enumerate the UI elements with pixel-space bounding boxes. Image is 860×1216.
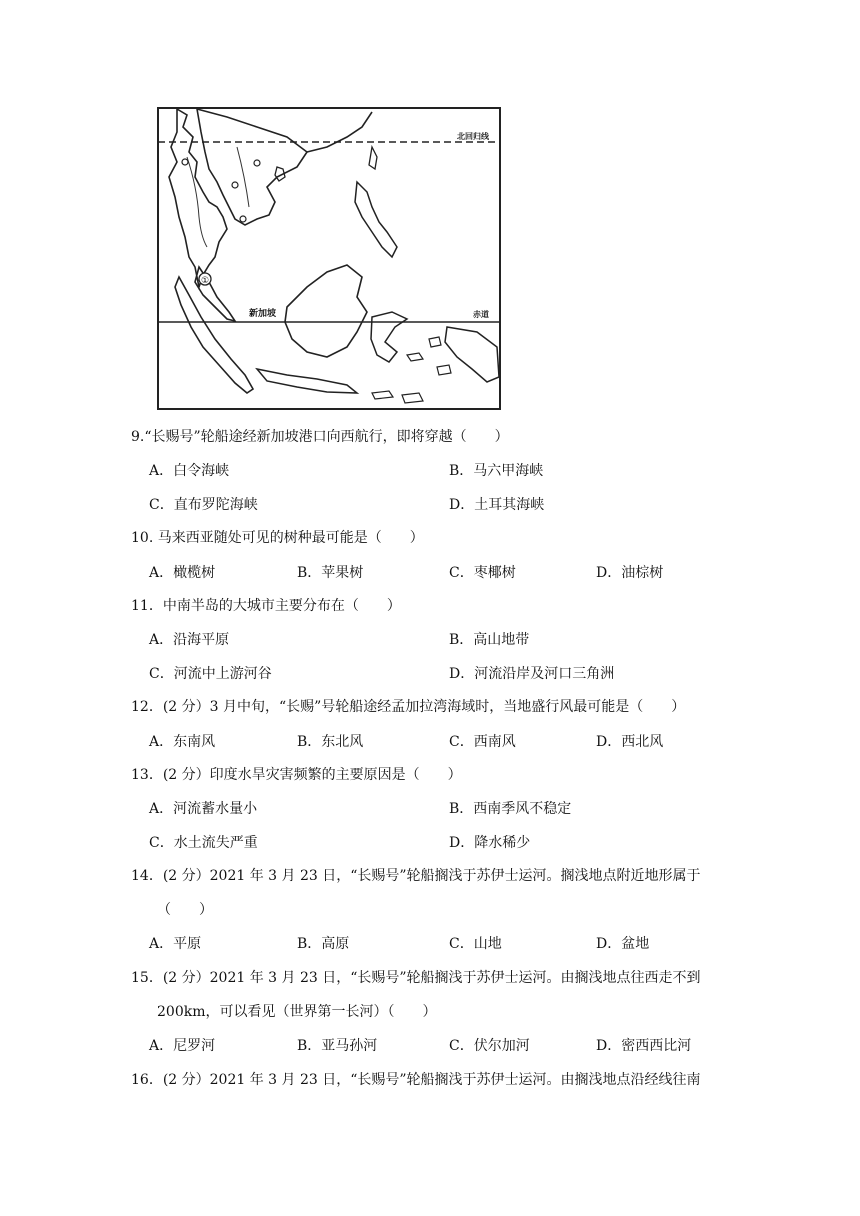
question-15-continuation: 200km，可以看见（世界第一长河）（ ）: [157, 1004, 437, 1020]
q9-option-c[interactable]: C．直布罗陀海峡: [149, 497, 258, 513]
q9-option-b[interactable]: B．马六甲海峡: [449, 463, 544, 479]
q10-option-b[interactable]: B．苹果树: [297, 565, 364, 581]
q14-option-a[interactable]: A．平原: [149, 936, 202, 952]
q10-option-c[interactable]: C．枣椰树: [449, 565, 516, 581]
question-16: 16．(2 分）2021 年 3 月 23 日，“长赐号”轮船搁浅于苏伊士运河。由搁浅地点沿经线往南: [131, 1072, 701, 1088]
q9-option-a[interactable]: A．白令海峡: [149, 463, 230, 479]
q13-option-d[interactable]: D．降水稀少: [449, 835, 531, 851]
question-10: 10. 马来西亚随处可见的树种最可能是（ ）: [131, 530, 424, 546]
singapore-label: 新加坡: [249, 308, 277, 318]
equator-label: 赤道: [473, 310, 489, 319]
q14-option-d[interactable]: D．盆地: [596, 936, 650, 952]
q15-option-d[interactable]: D．密西西比河: [596, 1038, 692, 1054]
question-12: 12．(2 分）3 月中旬，“长赐”号轮船途经孟加拉湾海域时，当地盛行风最可能是（ ）: [131, 699, 686, 715]
question-15: 15．(2 分）2021 年 3 月 23 日，“长赐号”轮船搁浅于苏伊士运河。由搁浅地点往西走不到: [131, 970, 701, 986]
strait-marker: ①: [201, 276, 210, 286]
q12-option-a[interactable]: A．东南风: [149, 734, 216, 750]
q10-option-d[interactable]: D．油棕树: [596, 565, 664, 581]
question-14: 14．(2 分）2021 年 3 月 23 日，“长赐号”轮船搁浅于苏伊士运河。搁浅地点附近地形属于: [131, 868, 701, 884]
q11-option-b[interactable]: B．高山地带: [449, 632, 530, 648]
q9-option-d[interactable]: D．土耳其海峡: [449, 497, 545, 513]
q12-option-b[interactable]: B．东北风: [297, 734, 364, 750]
q12-option-c[interactable]: C．西南风: [449, 734, 516, 750]
q12-option-d[interactable]: D．西北风: [596, 734, 664, 750]
q11-option-c[interactable]: C．河流中上游河谷: [149, 666, 272, 682]
q13-option-c[interactable]: C．水土流失严重: [149, 835, 258, 851]
question-13: 13．(2 分）印度水旱灾害频繁的主要原因是（ ）: [131, 767, 462, 783]
q13-option-b[interactable]: B．西南季风不稳定: [449, 801, 572, 817]
q11-option-a[interactable]: A．沿海平原: [149, 632, 230, 648]
q15-option-c[interactable]: C．伏尔加河: [449, 1038, 530, 1054]
q15-option-a[interactable]: A．尼罗河: [149, 1038, 216, 1054]
question-14-continuation: （ ）: [157, 902, 213, 918]
q15-option-b[interactable]: B．亚马孙河: [297, 1038, 378, 1054]
q10-option-a[interactable]: A．橄榄树: [149, 565, 216, 581]
southeast-asia-map: [157, 107, 501, 410]
question-11: 11．中南半岛的大城市主要分布在（ ）: [131, 598, 401, 614]
q11-option-d[interactable]: D．河流沿岸及河口三角洲: [449, 666, 615, 682]
q14-option-c[interactable]: C．山地: [449, 936, 502, 952]
tropic-label: 北回归线: [457, 132, 489, 141]
question-9: 9.“长赐号”轮船途经新加坡港口向西航行，即将穿越（ ）: [131, 429, 509, 445]
q13-option-a[interactable]: A．河流蓄水量小: [149, 801, 258, 817]
q14-option-b[interactable]: B．高原: [297, 936, 350, 952]
